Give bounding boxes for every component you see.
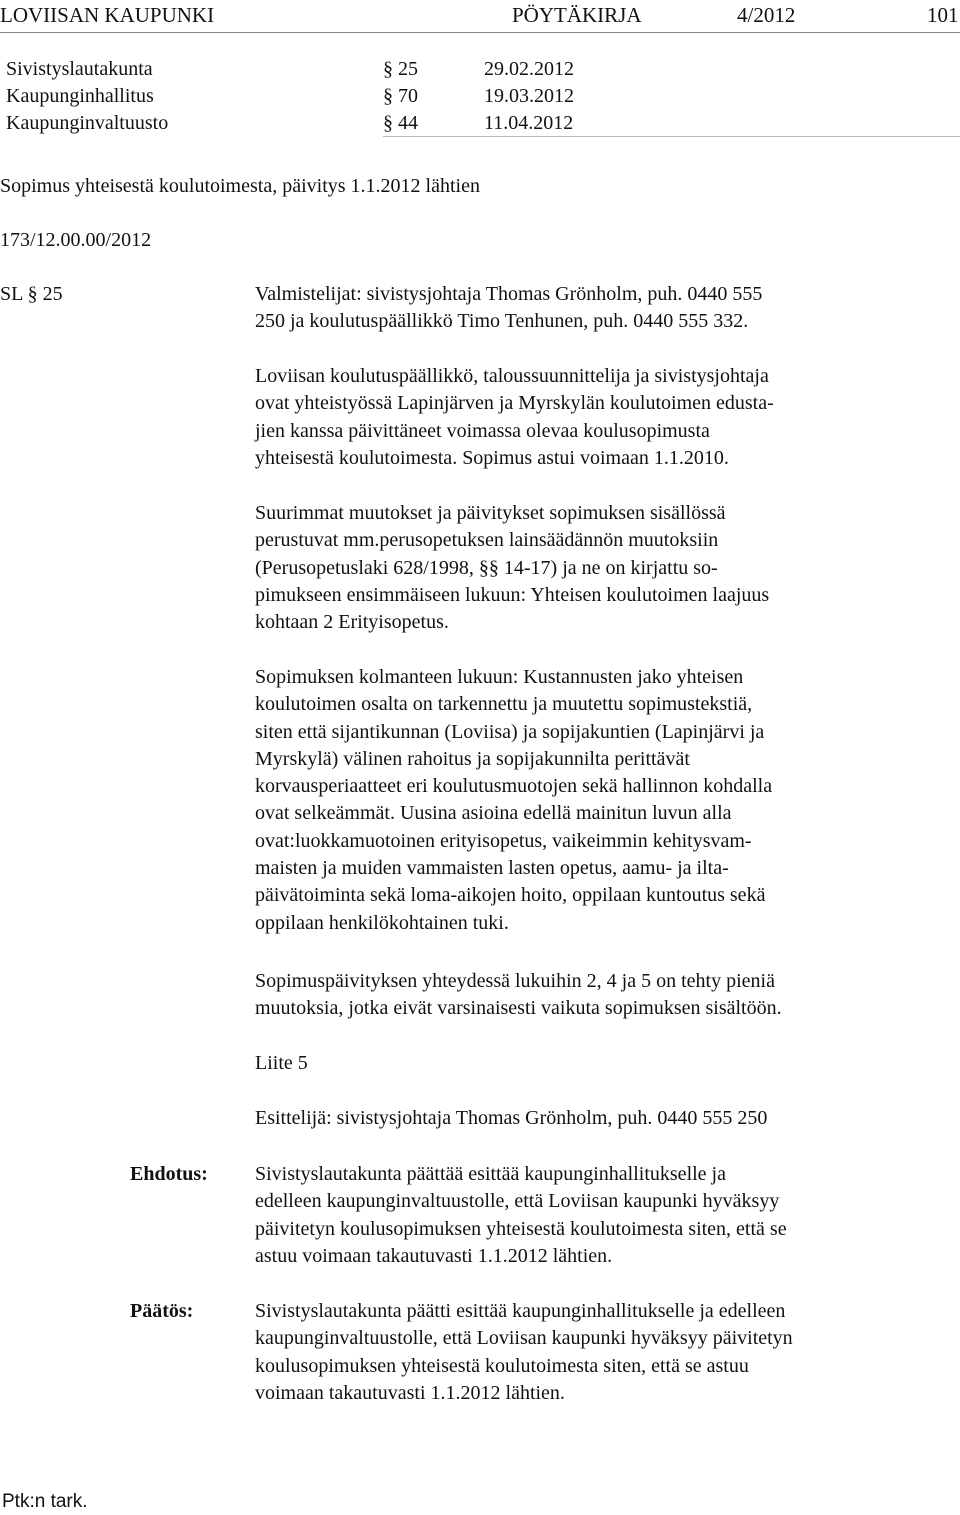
organization-name: LOVIISAN KAUPUNKI [0,3,215,27]
text-line: koulusopimuksen yhteisestä koulutoimesta siten, että se astuu [255,1354,749,1377]
text-line: voimaan takautuvasti 1.1.2012 lähtien. [255,1381,565,1404]
body-name: Kaupunginhallitus [6,85,154,107]
text-line: kohtaan 2 Erityisopetus. [255,611,449,634]
header-divider [0,32,960,33]
text-line: edelleen kaupunginvaltuustolle, että Loviisan kaupunki hyväksyy [255,1190,780,1213]
text-line: Valmistelijat: sivistysjohtaja Thomas Grönholm, puh. 0440 555 [255,283,763,305]
attachment-reference: Liite 5 [255,1052,308,1074]
section-reference: SL § 25 [0,283,63,305]
body-section: § 70 [383,85,418,107]
paragraph [255,500,895,636]
text-line: päivitetyn koulusopimuksen yhteisestä koulutoimesta siten, että se [255,1217,787,1240]
text-line: Suurimmat muutokset ja päivitykset sopimuksen sisällössä [255,502,726,524]
body-name: Kaupunginvaltuusto [6,112,169,134]
text-line: Sivistyslautakunta päätti esittää kaupunginhallitukselle ja edelleen [255,1300,786,1322]
text-line: pimukseen ensimmäiseen lukuun: Yhteisen koulutoimen laajuus [255,583,770,606]
text-line: Sivistyslautakunta päättää esittää kaupunginhallitukselle ja [255,1163,726,1185]
minutes-checker-label: Ptk:n tark. [2,1491,88,1512]
paragraph [255,968,895,1023]
text-line: kaupunginvaltuustolle, että Loviisan kaupunki hyväksyy päivitetyn [255,1327,793,1350]
preparers [255,281,895,336]
text-line: päivätoiminta sekä loma-aikojen hoito, oppilaan kuntoutus sekä [255,884,766,907]
text-line: perustuvat mm.perusopetuksen lainsäädännön muutoksiin [255,529,719,552]
text-line: jien kanssa päivittäneet voimassa olevaa koulusopimusta [255,419,710,442]
text-line: ovat selkeämmät. Uusina asioina edellä mainitun luvun alla [255,802,732,825]
body-date: 19.03.2012 [484,85,574,107]
paragraph [255,363,895,472]
subject-title: Sopimus yhteisestä koulutoimesta, päivitys 1.1.2012 lähtien [0,175,480,197]
text-line: 250 ja koulutuspäällikkö Timo Tenhunen, puh. 0440 555 332. [255,310,749,333]
issue-number: 4/2012 [737,3,796,27]
body-section: § 44 [383,112,418,134]
proposal-text [255,1161,895,1270]
text-line: maisten ja muiden vammaisten lasten opetus, aamu- ja ilta- [255,857,729,880]
body-name: Sivistyslautakunta [6,58,153,80]
bodies-divider [383,136,960,137]
document-type: PÖYTÄKIRJA [512,3,642,27]
page-number: 101 [927,3,959,27]
paragraph [255,664,895,937]
text-line: oppilaan henkilökohtainen tuki. [255,911,509,934]
decision-label: Päätös: [130,1300,194,1322]
body-section: § 25 [383,58,418,80]
text-line: Sopimuksen kolmanteen lukuun: Kustannusten jako yhteisen [255,666,744,688]
text-line: koulutoimen osalta on tarkennettu ja muutettu sopimustekstiä, [255,693,753,716]
body-date: 29.02.2012 [484,58,574,80]
text-line: ovat yhteistyössä Lapinjärven ja Myrskylän koulutoimen edusta- [255,392,774,415]
text-line: Sopimuspäivityksen yhteydessä lukuihin 2, 4 ja 5 on tehty pieniä [255,970,775,992]
text-line: siten että sijantikunnan (Loviisa) ja sopijakuntien (Lapinjärvi ja [255,720,765,743]
decision-text [255,1298,895,1407]
text-line: (Perusopetuslaki 628/1998, §§ 14-17) ja ne on kirjattu so- [255,556,718,579]
text-line: yhteisestä koulutoimesta. Sopimus astui voimaan 1.1.2010. [255,446,729,469]
proposal-label: Ehdotus: [130,1163,208,1185]
body-date: 11.04.2012 [484,112,574,134]
text-line: korvausperiaatteet eri koulutusmuotojen sekä hallinnon kohdalla [255,775,773,798]
text-line: muutoksia, jotka eivät varsinaisesti vaikuta sopimuksen sisältöön. [255,997,782,1020]
diary-number: 173/12.00.00/2012 [0,229,152,251]
presenter: Esittelijä: sivistysjohtaja Thomas Grönholm, puh. 0440 555 250 [255,1107,768,1129]
text-line: Loviisan koulutuspäällikkö, taloussuunnittelija ja sivistysjohtaja [255,365,769,387]
text-line: ovat:luokkamuotoinen erityisopetus, vaikeimmin kehitysvam- [255,829,752,852]
text-line: Myrskylä) välinen rahoitus ja sopijakunnilta perittävät [255,747,690,770]
text-line: astuu voimaan takautuvasti 1.1.2012 lähtien. [255,1244,613,1267]
